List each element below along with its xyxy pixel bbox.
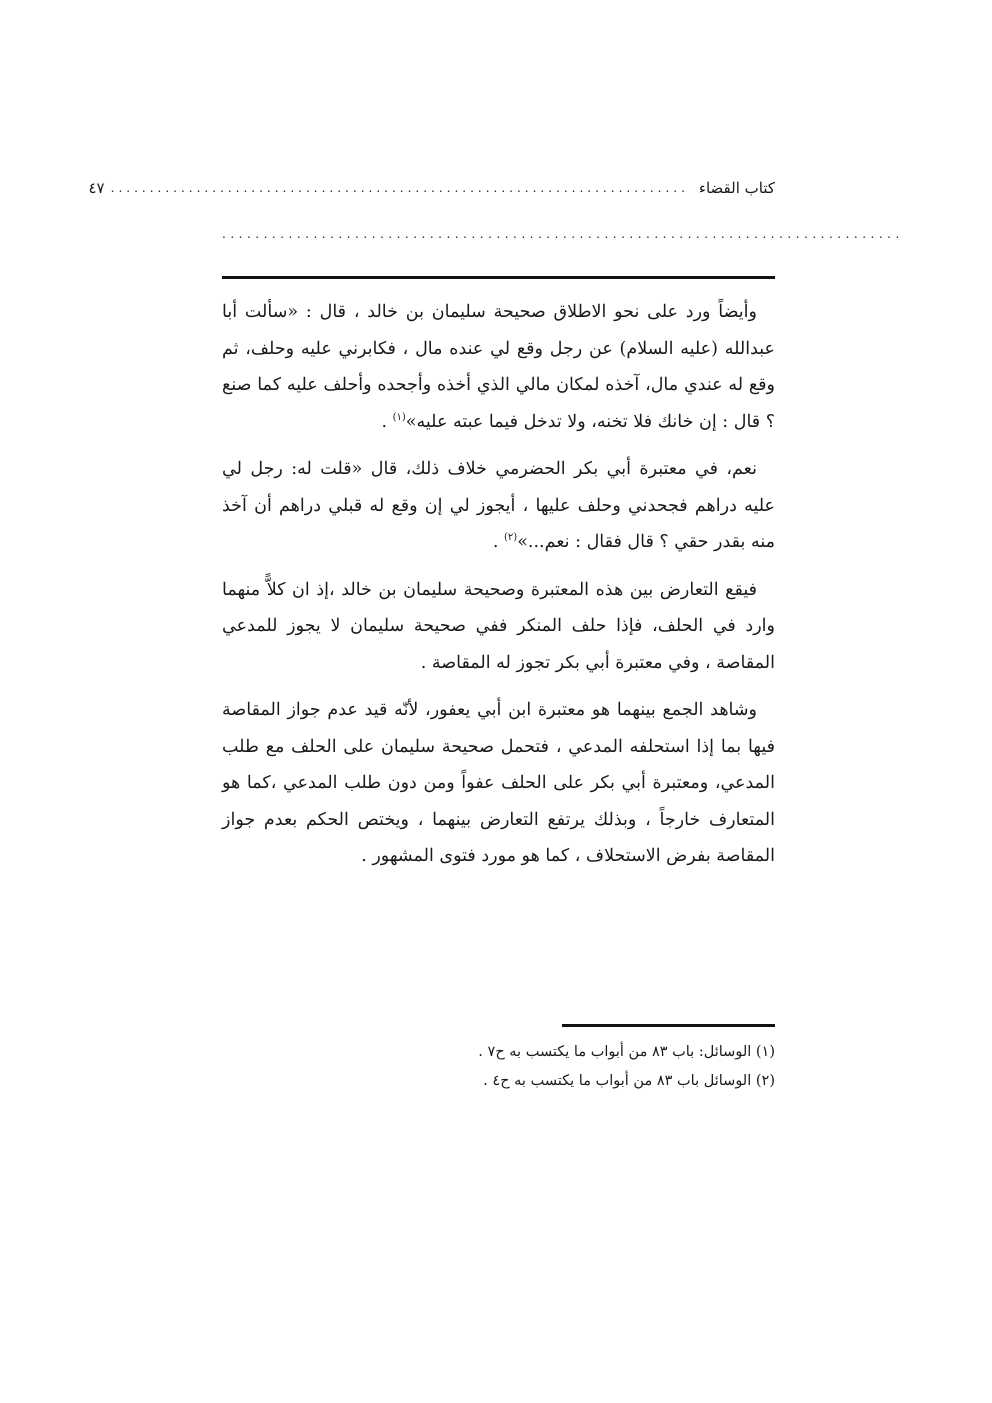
paragraph-text: نعم، في معتبرة أبي بكر الحضرمي خلاف ذلك، قال «قلت له: رجل لي عليه دراهم فجحدني وحلف عليها ، أيجوز لي إن وقع له قبلي دراهم أن آخذ منه بقدر حقي ؟ قال فقال : نعم...» — [222, 459, 775, 552]
paragraph — [222, 294, 775, 440]
footnote-ref: (٢) — [504, 532, 518, 544]
paragraph-text: وأيضاً ورد على نحو الاطلاق صحيحة سليمان بن خالد ، قال : «سألت أبا عبدالله (عليه السلام) عن رجل وقع لي عنده مال ، فكابرني عليه وحلف، ثم وقع له عندي مال، آخذه لمكان مالي الذي أخذه وأجحده وأحلف عليه كما صنع ؟ قال : إن خانك فلا تخنه، ولا تدخل فيما عبته عليه» — [222, 302, 775, 432]
header-leader-dots: .......................................................................... — [110, 181, 689, 195]
footnote-1: (١) الوسائل: باب ٨٣ من أبواب ما يكتسب به ح٧ . — [478, 1044, 775, 1060]
running-header-title: كتاب القضاء — [698, 179, 775, 197]
footnotes — [222, 1038, 775, 1096]
footnote-2: (٢) الوسائل باب ٨٣ من أبواب ما يكتسب به ح٤ . — [483, 1073, 775, 1089]
paragraph-end: . — [492, 532, 504, 552]
paragraph — [222, 572, 775, 682]
paragraph-end: . — [381, 411, 393, 432]
dotted-separator: .................................................................................. — [222, 227, 904, 241]
footnote-ref: (١) — [392, 411, 406, 423]
paragraph — [222, 692, 775, 875]
header-rule — [222, 276, 775, 279]
paragraph — [222, 451, 775, 561]
paragraph-text: وشاهد الجمع بينهما هو معتبرة ابن أبي يعفور، لأنّه قيد عدم جواز المقاصة فيها بما إذا استحلفه المدعي ، فتحمل صحيحة سليمان على الحلف مع طلب المدعي، ومعتبرة أبي بكر على الحلف عفواً ومن دون طلب المدعي ،كما هو المتعارف خارجاً ، وبذلك يرتفع التعارض بينهما ، ويختص الحكم بعدم جواز المقاصة بفرض الاستحلاف ، كما هو مورد فتوى المشهور . — [222, 700, 775, 866]
main-text — [222, 294, 775, 886]
paragraph-text: فيقع التعارض بين هذه المعتبرة وصحيحة سليمان بن خالد ،إذ ان كلاًّ منهما وارد في الحلف، فإذا حلف المنكر ففي صحيحة سليمان لا يجوز للمدعي المقاصة ، وفي معتبرة أبي بكر تجوز له المقاصة . — [222, 579, 775, 673]
footnote-rule — [562, 1024, 775, 1027]
running-header — [88, 176, 775, 200]
page-number: ٤٧ — [88, 179, 105, 197]
